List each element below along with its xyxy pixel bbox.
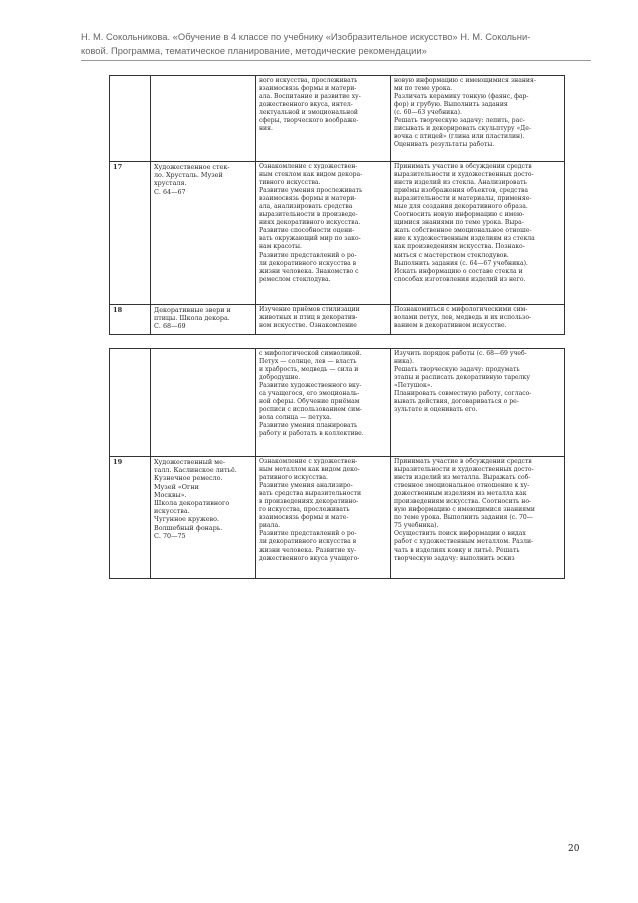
text-line: жизни человека. Развитие ху-	[259, 546, 357, 554]
text-line: сферы, творческого воображе-	[259, 117, 359, 125]
text-line: (с. 60—63 учебника).	[394, 109, 462, 117]
page-number: 20	[568, 844, 580, 854]
text-line: талл. Каслинское литьё.	[154, 466, 237, 475]
text-line: вола солнца — петуха.	[259, 414, 332, 422]
text-line: мые для создания декоративного образа.	[394, 203, 528, 211]
text-line: жизни человека. Знакомство с	[259, 267, 359, 275]
text-line: ние к художественным изделиям из стекла	[394, 235, 535, 243]
text-line: 75 учебника).	[394, 522, 439, 530]
text-line: Изучение приёмов стилизации	[259, 306, 360, 313]
text-line: искусства.	[154, 507, 190, 516]
text-line: Развитие умения анализиро-	[259, 482, 353, 490]
table-row	[110, 162, 565, 305]
text-line: Осуществить поиск информации о видах	[394, 530, 526, 538]
text-line: этапы и расписать декоративную тарелку	[394, 374, 530, 382]
text-line: Познакомиться с мифологическими сим-	[394, 306, 528, 313]
lesson-content	[256, 305, 391, 335]
text-line: дожественного вкуса, интел-	[259, 101, 353, 109]
text-line: ника).	[394, 358, 414, 366]
text-line: Изучить порядок работы (с. 68—69 учеб-	[394, 350, 527, 357]
student-activities	[391, 76, 565, 162]
text-line: в произведениях декоративно-	[259, 498, 359, 506]
lesson-number: 17	[110, 162, 151, 305]
student-activities	[391, 162, 565, 305]
lesson-topic	[151, 76, 256, 162]
text-line: взаимосвязь формы и матери-	[259, 85, 357, 93]
lesson-content	[256, 349, 391, 457]
text-line: Развитие представлений о ро-	[259, 530, 357, 538]
text-line: ли декоративного искусства в	[259, 538, 357, 546]
text-line: Художественный ме-	[154, 458, 226, 466]
text-line: Развитие умения прослеживать	[259, 187, 363, 195]
text-line: Чугунное кружево.	[154, 515, 219, 524]
lesson-content	[256, 76, 391, 162]
lesson-topic	[151, 349, 256, 457]
text-line: Кузнечное ремесло.	[154, 474, 223, 483]
text-line: С. 70—75	[154, 531, 186, 540]
text-line: ного искусства, прослеживать	[259, 77, 358, 84]
text-line: «Петушок».	[394, 382, 433, 390]
text-line: Различать керамику тонкую (фаянс, фар-	[394, 93, 529, 101]
text-line: ния.	[259, 125, 273, 133]
text-line: зультате и оценивать его.	[394, 406, 478, 414]
text-line: тивного искусства.	[259, 179, 321, 187]
text-line: животных и птиц в декоратив-	[259, 314, 358, 322]
text-line: вывать действия, договариваться о ре-	[394, 398, 519, 406]
text-line: и храбрость, медведь — сила и	[259, 366, 359, 374]
text-line: ном искусстве. Ознакомление	[259, 322, 357, 330]
text-line: вать средства выразительности	[259, 490, 362, 498]
student-activities	[391, 349, 565, 457]
text-line: инств изделий из металла. Выражать соб-	[394, 474, 531, 482]
text-line: выразительности и художественных досто-	[394, 466, 534, 474]
text-line: приёмы изображения объектов, средства	[394, 187, 529, 195]
text-line: Декоративные звери и	[154, 306, 231, 314]
text-line: миться с мастерством стеклодувов.	[394, 251, 509, 259]
text-line: вочка с птицей» (глина или пластилин).	[394, 133, 525, 141]
text-line: Оценивать результаты работы.	[394, 141, 495, 149]
text-line: Искать информацию о составе стекла и	[394, 267, 523, 275]
header-line-1: Н. М. Сокольникова. «Обучение в 4 классе по учебнику «Изобразительное искусство» Н. М. Сокольни-	[81, 31, 531, 42]
text-line: ванием в декоративном искусстве.	[394, 322, 507, 330]
text-line: взаимосвязь формы и мате-	[259, 514, 349, 522]
text-line: работ с художественным металлом. Разли-	[394, 538, 534, 546]
text-line: хрусталя.	[154, 179, 187, 188]
table-body	[110, 76, 565, 335]
text-line: творческую задачу: выполнить эскиз	[394, 554, 515, 562]
lesson-number	[110, 76, 151, 162]
text-line: лектуальной и эмоциональной	[259, 109, 358, 117]
lesson-topic	[151, 162, 256, 305]
header-line-2: ковой. Программа, тематическое планирование, методические рекомендации»	[81, 45, 427, 56]
text-line: Развитие умения планировать	[259, 422, 358, 430]
text-line: ремеслом стеклодува.	[259, 275, 331, 283]
text-line: новую информацию с имеющимися знания-	[394, 77, 536, 84]
lesson-number: 18	[110, 305, 151, 335]
text-line: ниях декоративного искусства.	[259, 219, 361, 227]
text-line: росписи с использованием сим-	[259, 406, 362, 414]
text-line: ми по теме урока.	[394, 85, 453, 93]
text-line: ративного искусства.	[259, 474, 328, 482]
text-line: дожественного вкуса учащего-	[259, 554, 360, 562]
text-line: Петух — солнце, лев — власть	[259, 358, 357, 366]
text-line: взаимосвязь формы и матери-	[259, 195, 357, 203]
text-line: Музей «Огни	[154, 482, 199, 491]
text-line: С. 68—69	[154, 322, 186, 331]
text-line: выразительности и материалы, применяе-	[394, 195, 532, 203]
lesson-topic	[151, 305, 256, 335]
text-line: ала. Воспитание и развитие ху-	[259, 93, 361, 101]
text-line: фор) и грубую. Выполнить задания	[394, 101, 508, 109]
student-activities	[391, 457, 565, 579]
text-line: произведениям искусства. Соотносить но-	[394, 498, 532, 506]
text-line: писывать и декорировать скульптуру «Де-	[394, 125, 531, 133]
text-line: Волшебный фонарь.	[154, 523, 223, 532]
text-line: нам красоты.	[259, 243, 302, 251]
text-line: дожественным изделиям из металла как	[394, 490, 527, 498]
text-line: С. 64—67	[154, 187, 186, 196]
text-line: птицы. Школа декора.	[154, 314, 230, 323]
text-line: са учащегося, его эмоциональ-	[259, 390, 360, 398]
text-line: риала.	[259, 522, 281, 530]
text-line: ным металлом как видом деко-	[259, 466, 360, 474]
text-line: Выполнить задания (с. 64—67 учебника).	[394, 259, 528, 267]
table-row	[110, 457, 565, 579]
text-line: Принимать участие в обсуждении средств	[394, 163, 532, 170]
student-activities	[391, 305, 565, 335]
document-header	[81, 30, 591, 58]
text-line: работу и работать в коллективе.	[259, 430, 364, 438]
text-line: Развитие художественного вку-	[259, 382, 362, 390]
text-line: выразительности в произведе-	[259, 211, 358, 219]
text-line: Принимать участие в обсуждении средств	[394, 458, 532, 465]
text-line: ной сферы. Обучение приёмам	[259, 398, 360, 406]
lesson-table-scan-1	[109, 75, 565, 335]
text-line: Развитие способности оцени-	[259, 227, 355, 235]
text-line: Решать творческую задачу: лепить, рас-	[394, 117, 525, 125]
header-divider	[81, 60, 591, 61]
table-row	[110, 305, 565, 335]
text-line: по теме урока. Выполнить задания (с. 70—	[394, 514, 533, 522]
text-line: Художественное стек-	[154, 163, 230, 171]
text-line: Планировать совместную работу, согласо-	[394, 390, 532, 398]
table-body	[110, 349, 565, 579]
text-line: Ознакомление с художествен-	[259, 163, 358, 170]
text-line: вую информацию с имеющимися знаниями	[394, 506, 535, 514]
text-line: добродушие.	[259, 374, 301, 382]
text-line: вать окружающий мир по зако-	[259, 235, 361, 243]
text-line: Москвы».	[154, 490, 187, 499]
text-line: ли декоративного искусства в	[259, 259, 357, 267]
table-row	[110, 76, 565, 162]
text-line: Ознакомление с художествен-	[259, 458, 358, 465]
text-line: жать собственное эмоциональное отноше-	[394, 227, 532, 235]
table-row	[110, 349, 565, 457]
text-line: волами петух, лев, медведь и их использо-	[394, 314, 532, 322]
text-line: Развитие представлений о ро-	[259, 251, 357, 259]
text-line: Соотносить новую информацию с имею-	[394, 211, 525, 219]
text-line: способах изготовления изделий из него.	[394, 275, 526, 283]
text-line: чать в изделиях ковку и литьё. Решать	[394, 546, 520, 554]
lesson-content	[256, 457, 391, 579]
text-line: ственное эмоциональное отношение к ху-	[394, 482, 530, 490]
text-line: го искусства, прослеживать	[259, 506, 350, 514]
lesson-topic	[151, 457, 256, 579]
lesson-number: 19	[110, 457, 151, 579]
text-line: как произведениям искусства. Познако-	[394, 243, 525, 251]
text-line: Решать творческую задачу: продумать	[394, 366, 520, 374]
text-line: ала, анализировать средства	[259, 203, 353, 211]
lesson-content	[256, 162, 391, 305]
lesson-table-scan-2	[109, 348, 565, 579]
lesson-number	[110, 349, 151, 457]
text-line: инств изделий из стекла. Анализировать	[394, 179, 527, 187]
text-line: ло. Хрусталь. Музей	[154, 171, 223, 180]
text-line: щимися знаниями по теме урока. Выра-	[394, 219, 524, 227]
text-line: ным стеклом как видом декора-	[259, 171, 363, 179]
text-line: Школа декоративного	[154, 499, 230, 508]
text-line: выразительности и художественных досто-	[394, 171, 534, 179]
text-line: с мифологической символикой.	[259, 350, 362, 357]
